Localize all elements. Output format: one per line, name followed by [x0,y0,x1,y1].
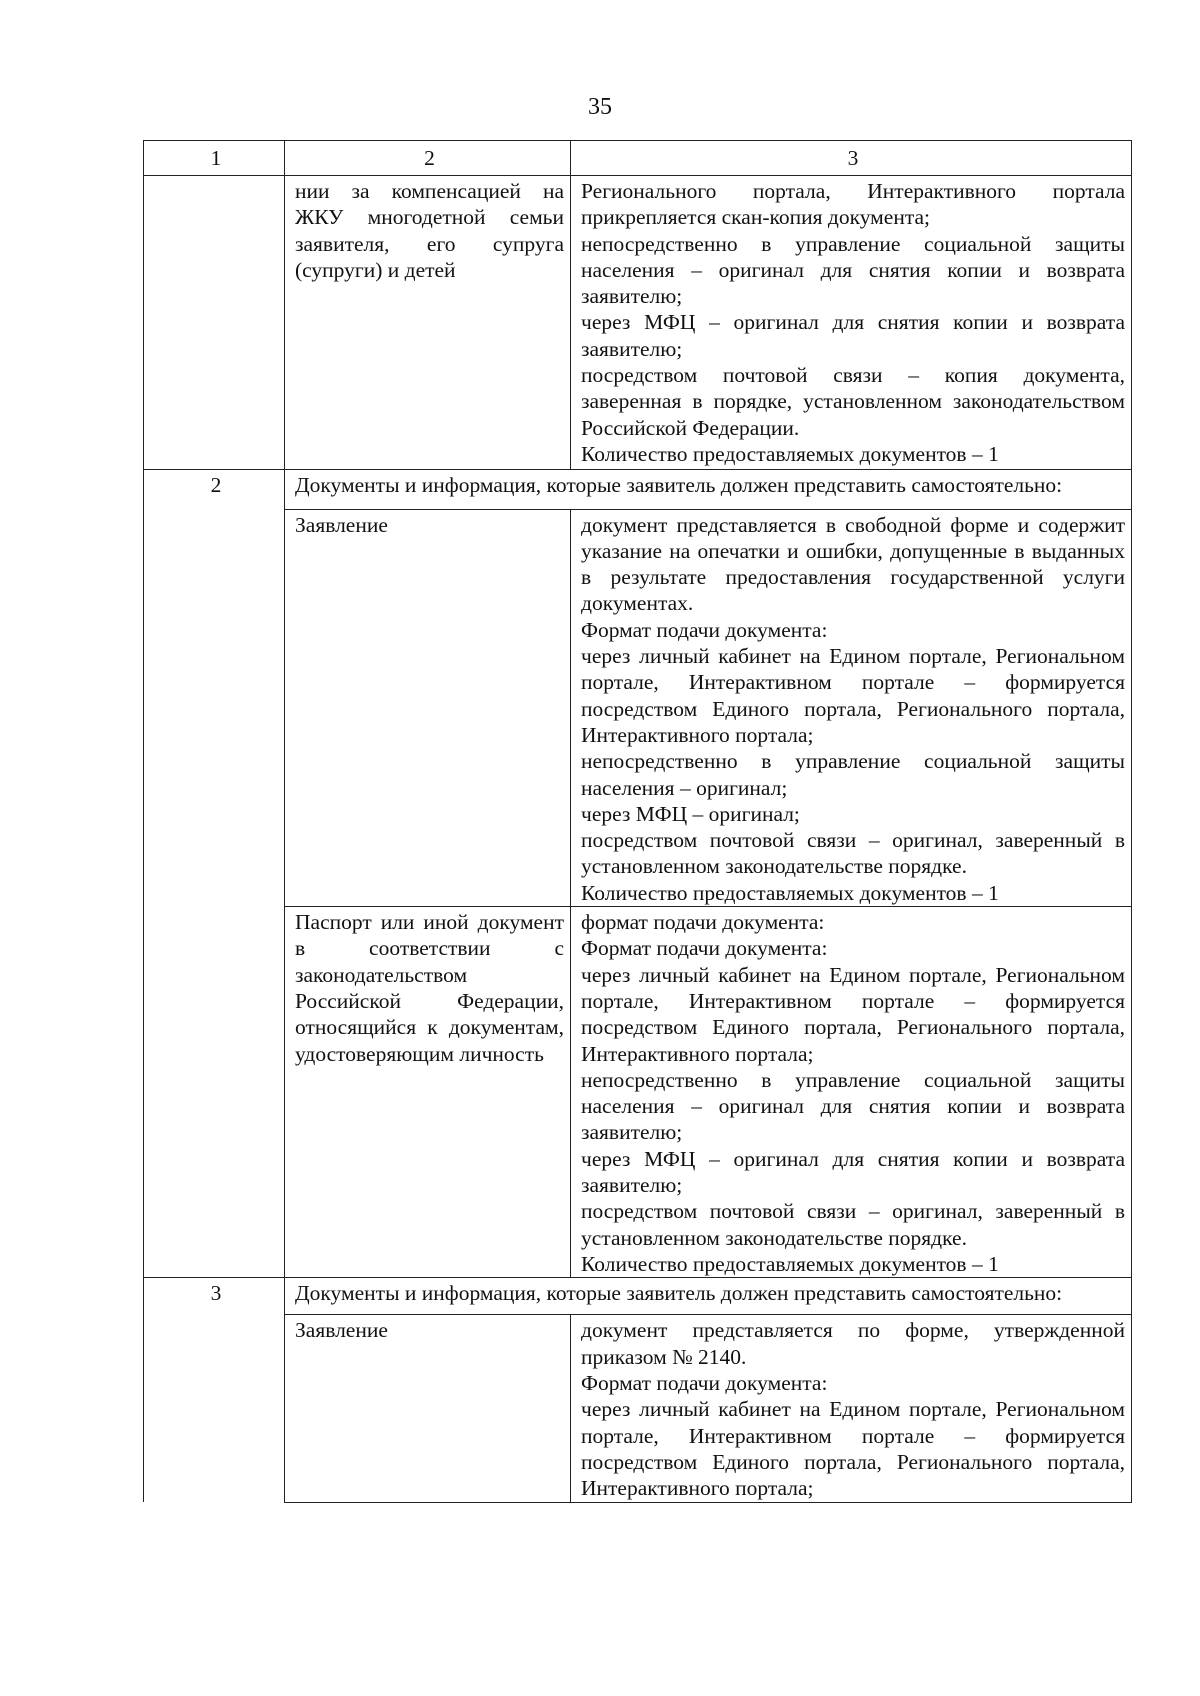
requirement-paragraph: непосредственно в управление социальной защиты населения – оригинал для снятия копии и возврата заявителю; [581,1067,1125,1145]
section-heading-row [144,1278,1132,1315]
section-heading: Документы и информация, которые заявитель должен представить самостоятельно: [285,1278,1132,1315]
requirement-paragraph: документ представляется по форме, утвержденной приказом № 2140. [581,1318,1125,1369]
header-col-1: 1 [144,141,285,176]
requirement-paragraph: Регионального портала, Интерактивного портала прикрепляется скан-копия документа; [581,179,1125,230]
requirement-paragraph: Формат подачи документа: [581,936,828,961]
row-number-empty [144,176,285,470]
section-heading: Документы и информация, которые заявитель должен представить самостоятельно: [285,470,1132,509]
table-row [144,1315,1132,1502]
document-requirements-cell [571,907,1132,1278]
document-name-cell: Заявление [285,1315,571,1502]
requirement-paragraph: через личный кабинет на Едином портале, Региональном портале, Интерактивном портале – формируется посредством Единого портала, Регионального портала, Интерактивного портала; [581,962,1125,1066]
requirement-paragraph: посредством почтовой связи – копия документа, заверенная в порядке, установленном законодательством Российской Федерации. [581,363,1125,440]
table-row-continuation [144,176,1132,470]
section-number: 3 [144,1278,285,1502]
document-name-cell: Паспорт или иной документ в соответствии с законодательством Российской Федерации, относящийся к документам, удостоверяющим личность [285,907,571,1278]
requirement-paragraph: через личный кабинет на Едином портале, Региональном портале, Интерактивном портале – формируется посредством Единого портала, Регионального портала, Интерактивного портала; [581,644,1125,747]
requirement-paragraph: непосредственно в управление социальной защиты населения – оригинал для снятия копии и возврата заявителю; [581,231,1125,309]
document-requirements-cell [571,509,1132,906]
requirement-paragraph: Количество предоставляемых документов – 1 [581,880,999,905]
document-requirements-cell [571,176,1132,470]
document-name-cell: Заявление [285,509,571,906]
requirement-paragraph: Формат подачи документа: [581,617,828,642]
requirement-paragraph: через личный кабинет на Едином портале, Региональном портале, Интерактивном портале – формируется посредством Единого портала, Регионального портала, Интерактивного портала; [581,1397,1125,1501]
table-row [144,907,1132,1278]
requirement-paragraph: Количество предоставляемых документов – 1 [581,1251,999,1276]
table-header-row [144,141,1132,176]
requirement-paragraph: посредством почтовой связи – оригинал, заверенный в установленном законодательстве порядке. [581,1199,1125,1250]
document-name-cell: нии за компенсацией на ЖКУ многодетной семьи заявителя, его супруга (супруги) и детей [285,176,571,470]
requirement-paragraph: документ представляется в свободной форме и содержит указание на опечатки и ошибки, допущенные в выданных в результате предоставления государственной услуги документах. [581,512,1125,616]
section-number: 2 [144,470,285,1278]
requirement-paragraph: формат подачи документа: [581,910,825,935]
requirement-paragraph: Количество предоставляемых документов – 1 [581,441,999,466]
section-heading-row [144,470,1132,509]
document-requirements-cell [571,1315,1132,1502]
page-number: 35 [588,94,612,120]
requirement-paragraph: Формат подачи документа: [581,1371,828,1396]
requirement-paragraph: через МФЦ – оригинал для снятия копии и возврата заявителю; [581,310,1125,361]
header-col-3: 3 [571,141,1132,176]
table-row [144,509,1132,906]
requirement-paragraph: через МФЦ – оригинал для снятия копии и возврата заявителю; [581,1146,1125,1197]
requirement-paragraph: через МФЦ – оригинал; [581,801,800,826]
header-col-2: 2 [285,141,571,176]
requirement-paragraph: непосредственно в управление социальной защиты населения – оригинал; [581,749,1125,800]
documents-table [143,140,1132,1503]
requirement-paragraph: посредством почтовой связи – оригинал, заверенный в установленном законодательстве порядке. [581,828,1125,879]
